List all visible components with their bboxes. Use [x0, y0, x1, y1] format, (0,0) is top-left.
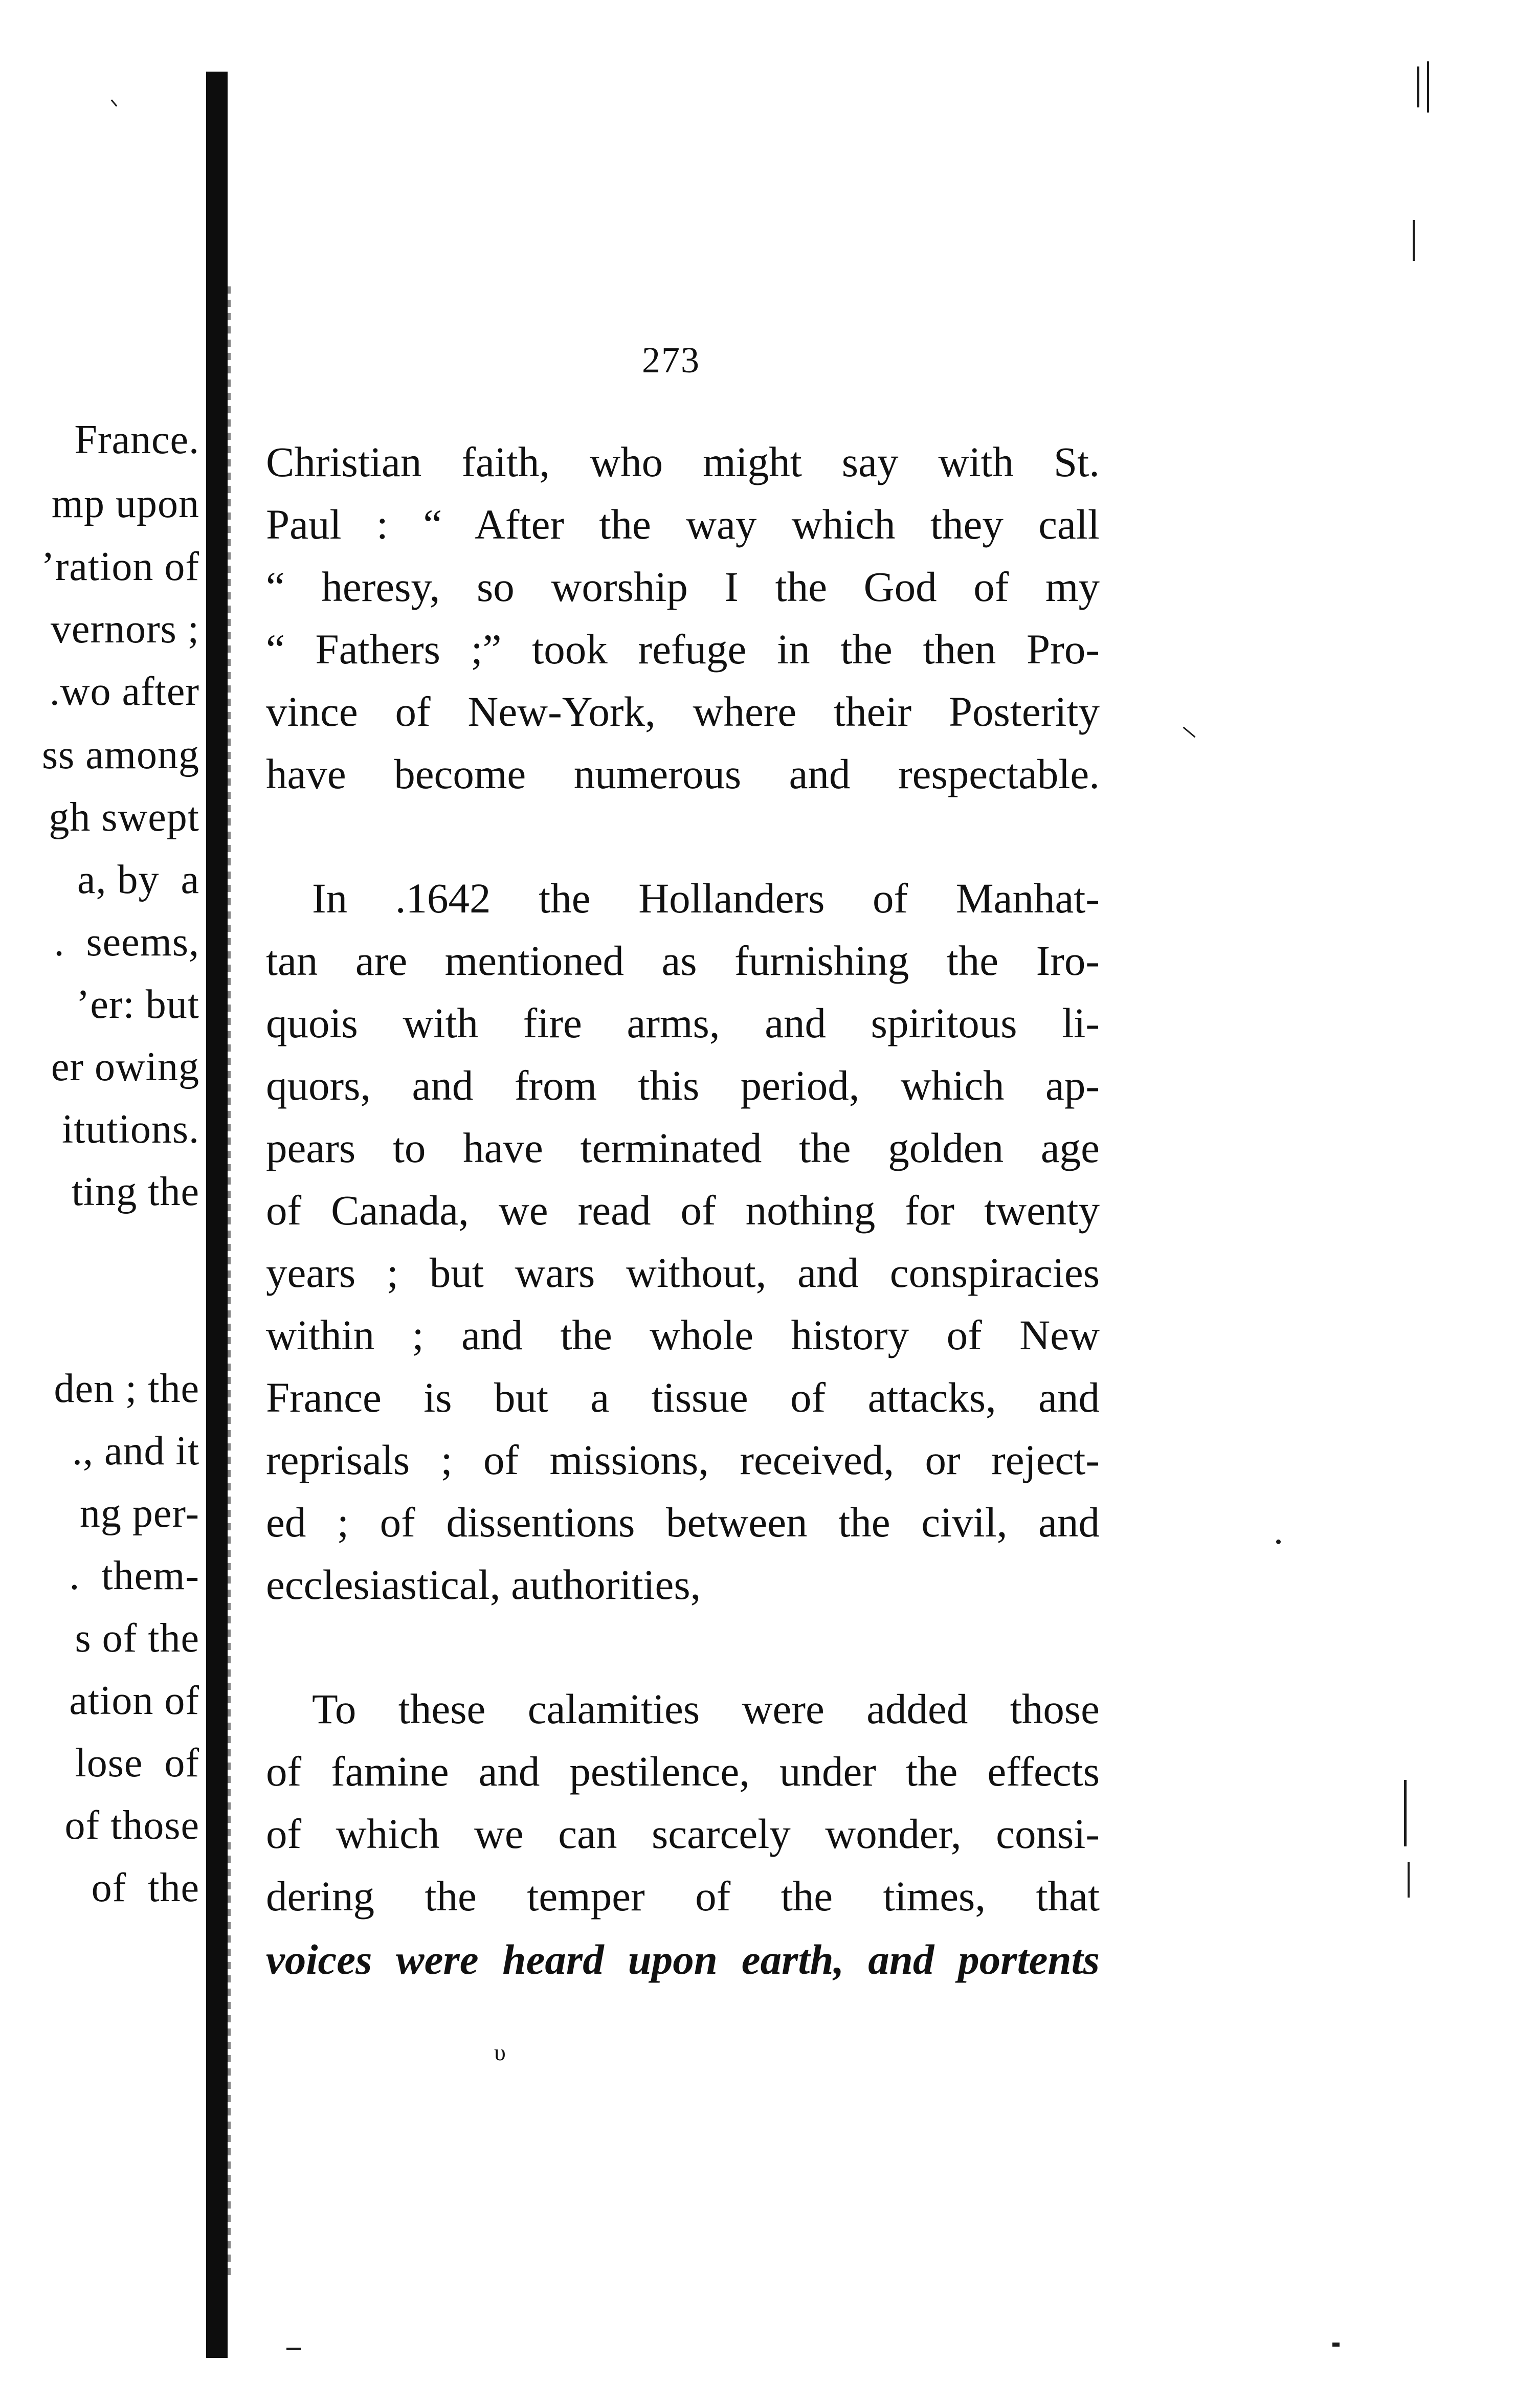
scan-speck: [1413, 220, 1415, 261]
text-line: pears to have terminated the golden age: [266, 1124, 1100, 1171]
text-line: “ Fathers ;” took refuge in the then Pro-: [266, 626, 1100, 673]
text-line: voices were heard upon earth, and portents: [266, 1936, 1100, 1983]
scan-speck: [1417, 66, 1419, 107]
text-line: years ; but wars without, and conspiracies: [266, 1249, 1100, 1296]
text-line: quors, and from this period, which ap-: [266, 1062, 1100, 1109]
binding-gutter: [206, 72, 228, 2358]
fragment-line: a, by a: [77, 857, 199, 902]
fragment-line: France.: [74, 417, 199, 462]
text-line: ed ; of dissentions between the civil, and: [266, 1499, 1100, 1546]
text-line: In .1642 the Hollanders of Manhat-: [312, 875, 1100, 922]
fragment-line: . them-: [69, 1553, 199, 1598]
fragment-line: ting the: [71, 1169, 199, 1214]
left-page-fragment: [0, 0, 210, 2408]
fragment-line: lose of: [75, 1741, 199, 1786]
fragment-line: den ; the: [54, 1366, 199, 1411]
catchword: υ: [494, 2039, 506, 2065]
gutter-edge-texture: [228, 286, 231, 2281]
scan-speck: [1276, 1540, 1281, 1544]
scan-speck: [1332, 2343, 1340, 2347]
fragment-line: .wo after: [49, 669, 199, 714]
text-line: of Canada, we read of nothing for twenty: [266, 1187, 1100, 1234]
page-number: 273: [642, 340, 700, 381]
text-line: France is but a tissue of attacks, and: [266, 1374, 1100, 1421]
scan-speck: [1183, 727, 1196, 738]
fragment-line: er owing: [51, 1044, 199, 1089]
text-line: of which we can scarcely wonder, consi-: [266, 1810, 1100, 1857]
text-line: dering the temper of the times, that: [266, 1872, 1100, 1920]
fragment-line: of those: [64, 1803, 199, 1848]
scan-speck: [286, 2348, 301, 2350]
fragment-line: . seems,: [54, 920, 199, 965]
text-line: Christian faith, who might say with St.: [266, 438, 1100, 485]
text-line: “ heresy, so worship I the God of my: [266, 563, 1100, 610]
text-line: tan are mentioned as furnishing the Iro-: [266, 937, 1100, 984]
fragment-line: ss among: [42, 732, 199, 777]
scan-speck: [1404, 1780, 1407, 1846]
scan-speck: [1427, 61, 1429, 113]
fragment-line: vernors ;: [50, 607, 199, 652]
fragment-line: ’ration of: [41, 544, 199, 589]
text-line: vince of New-York, where their Posterity: [266, 688, 1100, 735]
text-line: have become numerous and respectable.: [266, 750, 1100, 797]
fragment-line: mp upon: [51, 481, 199, 526]
text-line: quois with fire arms, and spiritous li-: [266, 999, 1100, 1046]
fragment-line: gh swept: [49, 795, 199, 840]
fragment-line: itutions.: [61, 1107, 199, 1152]
text-line: reprisals ; of missions, received, or reject-: [266, 1436, 1100, 1483]
fragment-line: ation of: [69, 1678, 199, 1723]
fragment-line: of the: [91, 1865, 199, 1910]
text-line: within ; and the whole history of New: [266, 1311, 1100, 1358]
fragment-line: s of the: [75, 1616, 199, 1661]
text-line: of famine and pestilence, under the effects: [266, 1748, 1100, 1795]
text-line: ecclesiastical, authorities,: [266, 1561, 701, 1608]
scan-speck: [1408, 1862, 1410, 1898]
fragment-line: ng per-: [79, 1491, 199, 1536]
fragment-line: ’er: but: [76, 982, 199, 1027]
text-line: Paul : “ After the way which they call: [266, 501, 1100, 548]
text-line: To these calamities were added those: [312, 1685, 1100, 1732]
fragment-line: ., and it: [72, 1429, 199, 1474]
